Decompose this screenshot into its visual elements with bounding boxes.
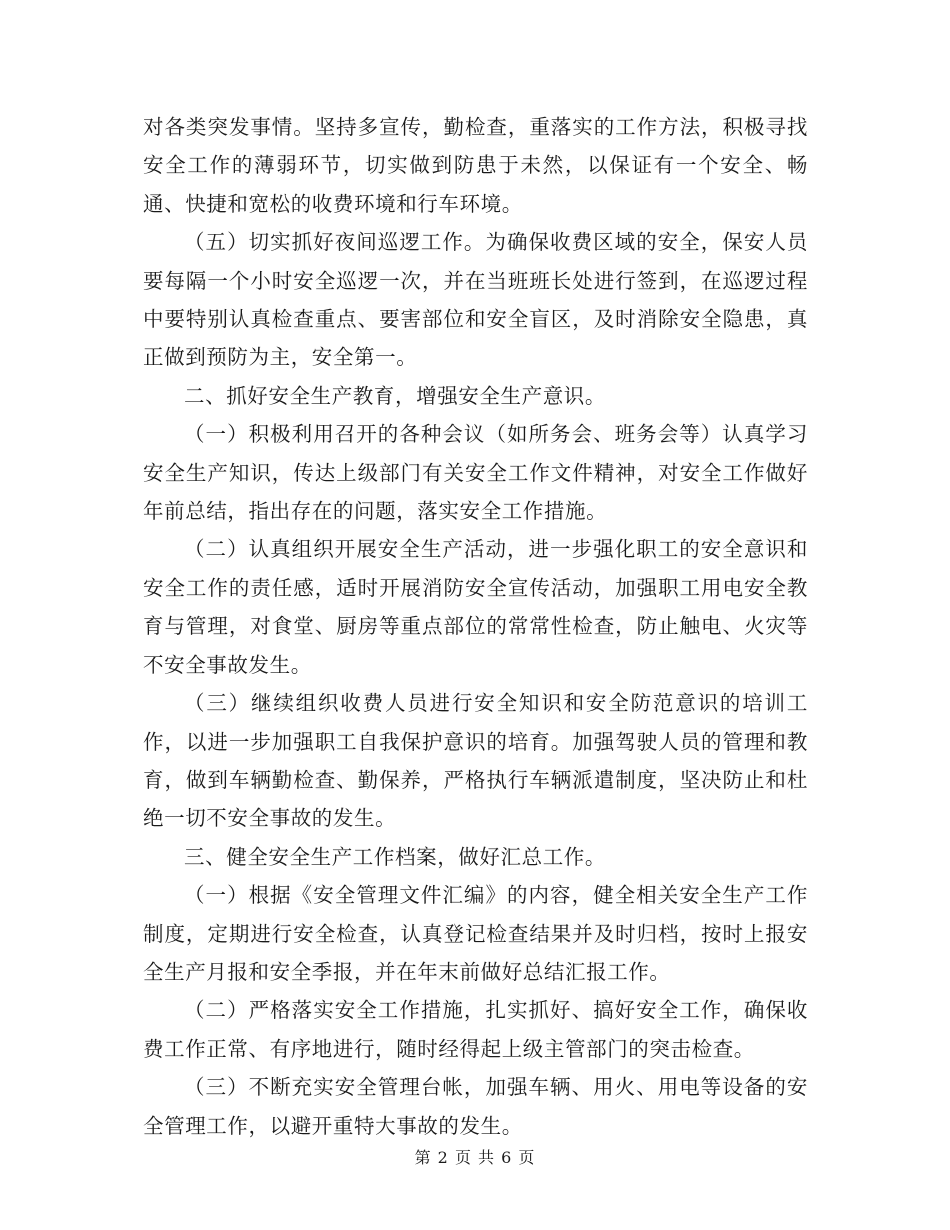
page-number-footer: 第 2 页 共 6 页 xyxy=(414,1148,536,1167)
paragraph-measures: （二）严格落实安全工作措施，扎实抓好、搞好安全工作，确保收费工作正常、有序地进行，随时经得起上级主管部门的突击检查。 xyxy=(143,998,808,1061)
paragraph-ledger: （三）不断充实安全管理台帐，加强车辆、用火、用电等设备的安全管理工作，以避开重特大事故的发生。 xyxy=(143,1075,808,1138)
paragraph-meetings: （一）积极利用召开的各种会议（如所务会、班务会等）认真学习安全生产知识，传达上级部门有关安全工作文件精神，对安全工作做好年前总结，指出存在的问题，落实安全工作措施。 xyxy=(143,422,808,524)
paragraph-continued: 对各类突发事情。坚持多宣传，勤检查，重落实的工作方法，积极寻找安全工作的薄弱环节，切实做到防患于未然，以保证有一个安全、畅通、快捷和宽松的收费环境和行车环境。 xyxy=(143,115,808,216)
paragraph-night-patrol: （五）切实抓好夜间巡逻工作。为确保收费区域的安全，保安人员要每隔一个小时安全巡逻一次，并在当班班长处进行签到，在巡逻过程中要特别认真检查重点、要害部位和安全盲区，及时消除安全隐患，真正做到预防为主，安全第一。 xyxy=(143,230,808,370)
paragraph-activities: （二）认真组织开展安全生产活动，进一步强化职工的安全意识和安全工作的责任感，适时开展消防安全宣传活动，加强职工用电安全教育与管理，对食堂、厨房等重点部位的常常性检查，防止触电、火灾等不安全事故发生。 xyxy=(143,537,808,677)
paragraph-archives: （一）根据《安全管理文件汇编》的内容，健全相关安全生产工作制度，定期进行安全检查，认真登记检查结果并及时归档，按时上报安全生产月报和安全季报，并在年末前做好总结汇报工作。 xyxy=(143,883,808,984)
section-heading-2: 二、抓好安全生产教育，增强安全生产意识。 xyxy=(184,383,606,408)
document-body xyxy=(143,108,808,1145)
section-heading-3: 三、健全安全生产工作档案，做好汇总工作。 xyxy=(184,844,606,869)
paragraph-training: （三）继续组织收费人员进行安全知识和安全防范意识的培训工作，以进一步加强职工自我保护意识的培育。加强驾驶人员的管理和教育，做到车辆勤检查、勤保养，严格执行车辆派遣制度，坚决防止和杜绝一切不安全事故的发生。 xyxy=(143,691,808,831)
